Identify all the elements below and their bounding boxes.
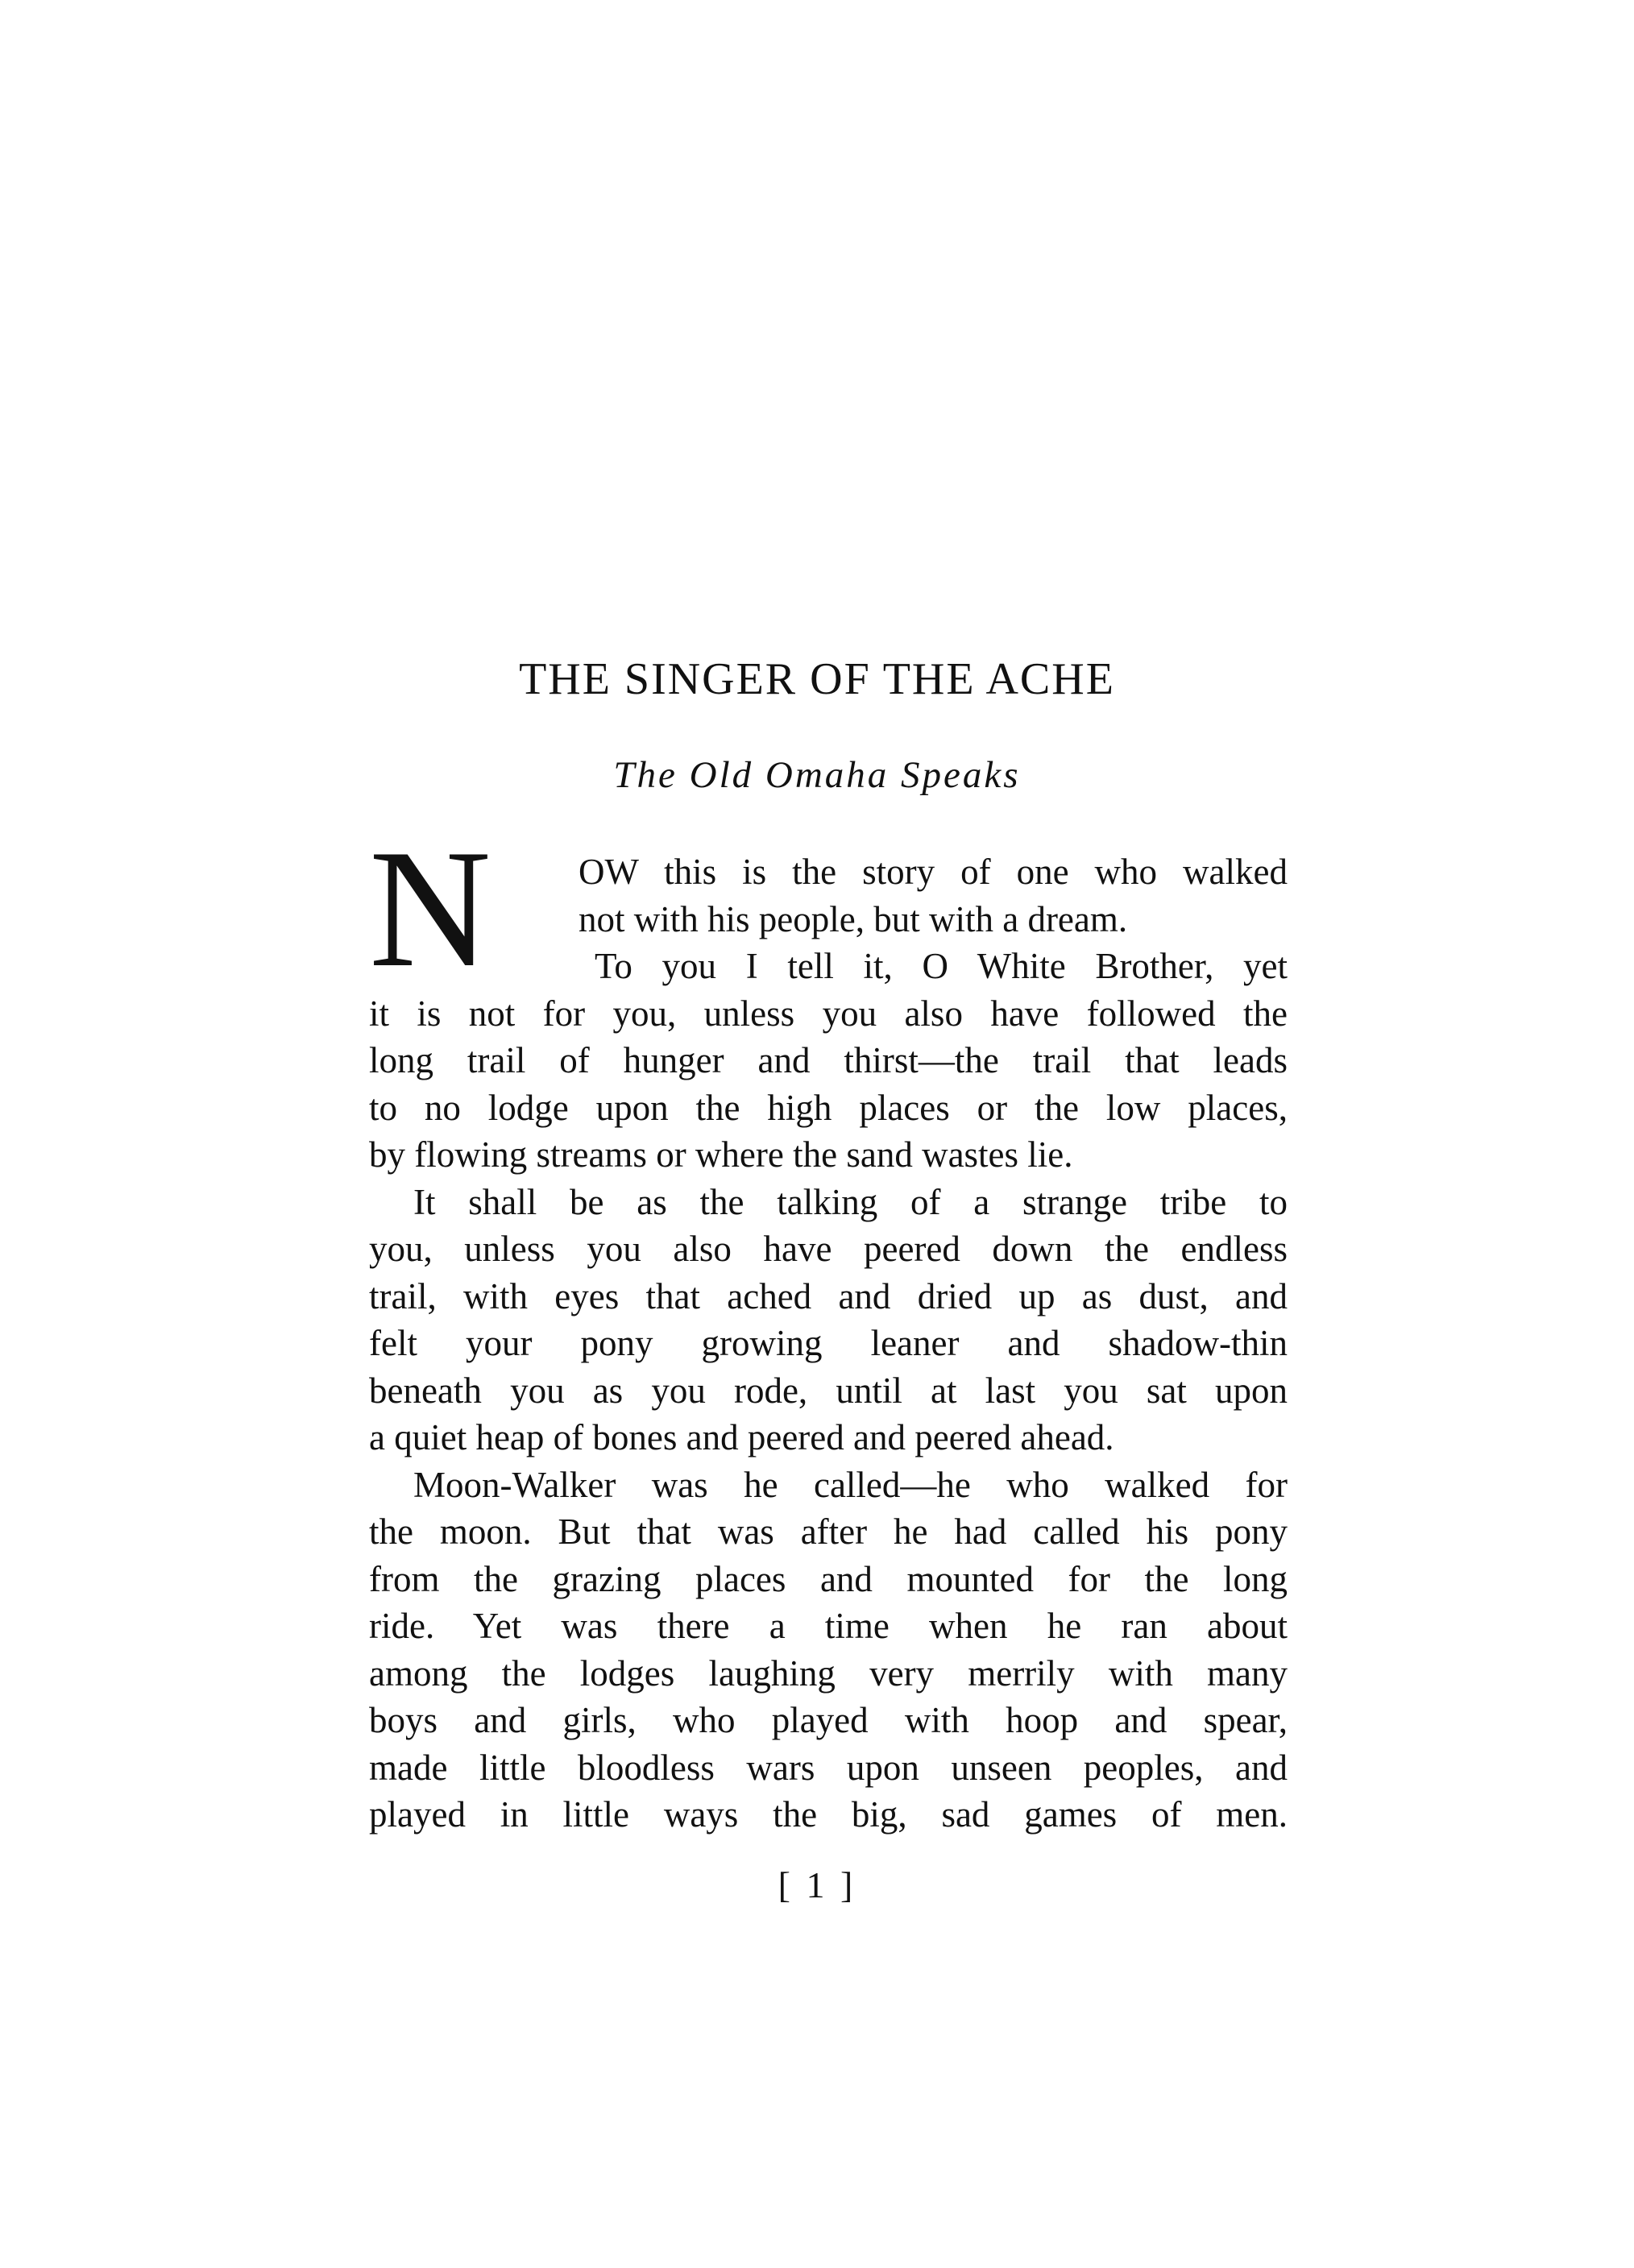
text-line: it is not for you, unless you also have followed the xyxy=(369,993,1288,1034)
text-line: a quiet heap of bones and peered and peered ahead. xyxy=(369,1417,1114,1457)
text-line: by flowing streams or where the sand wastes lie. xyxy=(369,1134,1073,1175)
text-line: from the grazing places and mounted for the long xyxy=(369,1558,1288,1599)
chapter-title: THE SINGER OF THE ACHE xyxy=(519,654,1115,704)
text-line: ride. Yet was there a time when he ran about xyxy=(369,1606,1288,1646)
chapter-subtitle: The Old Omaha Speaks xyxy=(613,754,1021,796)
text-line: made little bloodless wars upon unseen peoples, and xyxy=(369,1747,1288,1788)
text-line: To you I tell it, O White Brother, yet xyxy=(595,946,1288,986)
text-line: OW this is the story of one who walked xyxy=(579,852,1288,892)
text-line: to no lodge upon the high places or the low places, xyxy=(369,1087,1288,1128)
text-line: felt your pony growing leaner and shadow-thin xyxy=(369,1323,1288,1363)
text-line: not with his people, but with a dream. xyxy=(579,898,1128,939)
text-line: you, unless you also have peered down the endless xyxy=(369,1229,1288,1269)
drop-cap: N xyxy=(369,815,491,1002)
text-line: played in little ways the big, sad games of men. xyxy=(369,1794,1288,1835)
text-line: beneath you as you rode, until at last you sat upon xyxy=(369,1370,1288,1411)
text-line: the moon. But that was after he had called his pony xyxy=(369,1511,1288,1552)
text-line: boys and girls, who played with hoop and spear, xyxy=(369,1700,1288,1740)
text-line: Moon-Walker was he called—he who walked for xyxy=(413,1464,1288,1505)
body-text xyxy=(369,848,1288,1839)
text-line: trail, with eyes that ached and dried up as dust, and xyxy=(369,1275,1288,1316)
page-number: [ 1 ] xyxy=(778,1864,856,1905)
text-line: It shall be as the talking of a strange tribe to xyxy=(413,1181,1288,1222)
text-line: among the lodges laughing very merrily with many xyxy=(369,1652,1288,1694)
text-line: long trail of hunger and thirst—the trail that leads xyxy=(369,1040,1288,1080)
